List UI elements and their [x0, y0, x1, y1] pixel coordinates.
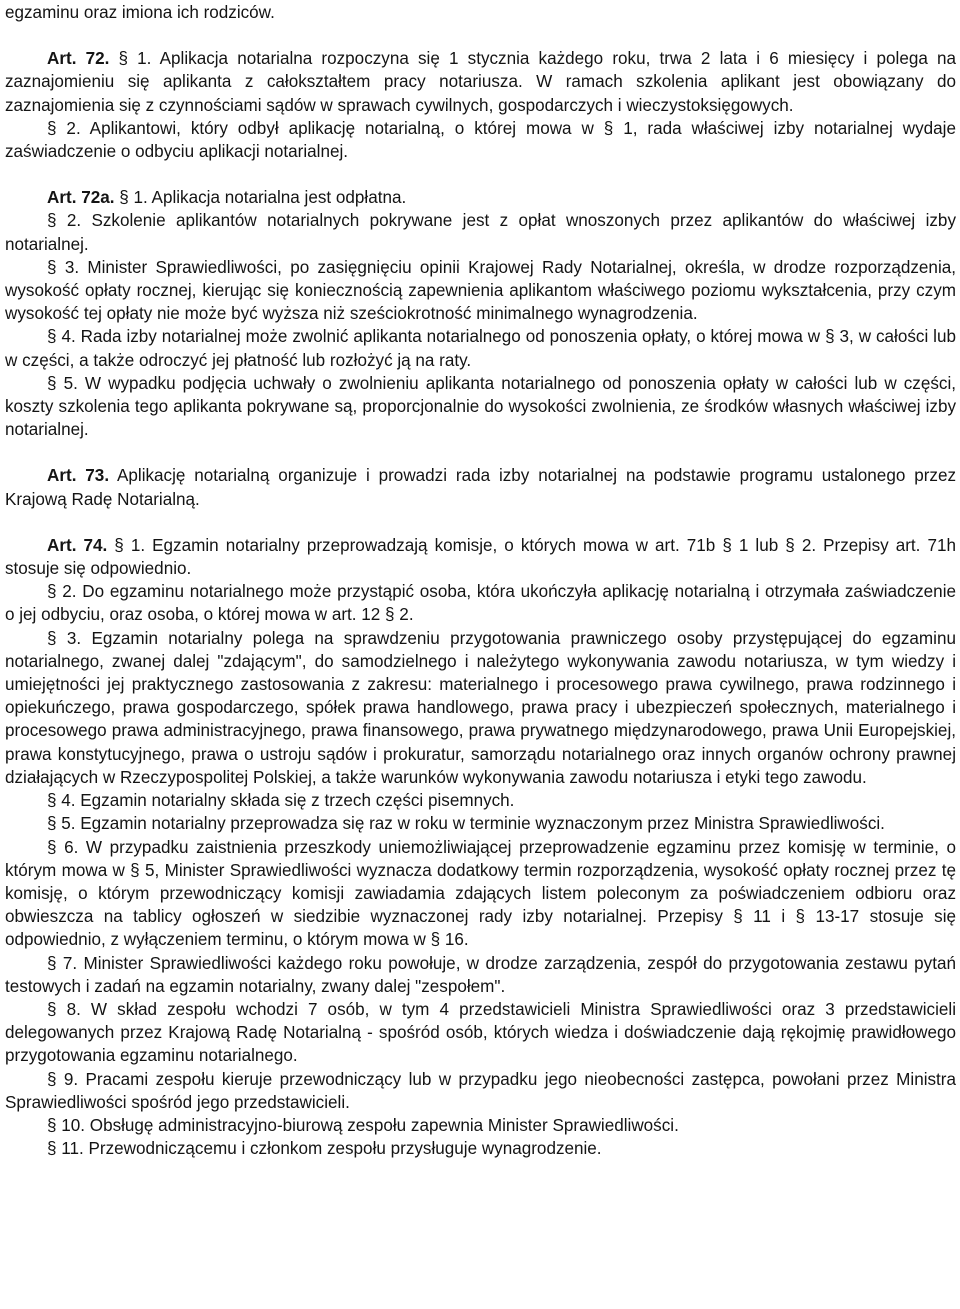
art74-par4: § 4. Egzamin notarialny składa się z trzech części pisemnych. [47, 791, 515, 811]
art72a-par2: § 2. Szkolenie aplikantów notarialnych pokrywane jest z opłat wnoszonych przez aplikantów do właściwej izby notarialnej. [5, 211, 956, 254]
art74-par5: § 5. Egzamin notarialny przeprowadza się raz w roku w terminie wyznaczonym przez Ministra Sprawiedliwości. [47, 814, 885, 834]
top-fragment: egzaminu oraz imiona ich rodziców. [5, 3, 275, 22]
art74-par1 [5, 534, 956, 580]
art73-label: Art. 73. [47, 466, 110, 486]
art72a-par1-text: § 1. Aplikacja notarialna jest odpłatna. [119, 188, 407, 208]
art74-par1-text: § 1. Egzamin notarialny przeprowadzają komisje, o których mowa w art. 71b § 1 lub § 2. Przepisy art. 71h stosuje się odpowiednio. [5, 535, 956, 579]
art74-par2: § 2. Do egzaminu notarialnego może przystąpić osoba, która ukończyła aplikację notarialną i otrzymała zaświadczenie o jej odbyciu, oraz osoba, o której mowa w art. 12 § 2. [5, 582, 956, 625]
art74-par8: § 8. W skład zespołu wchodzi 7 osób, w tym 4 przedstawicieli Ministra Sprawiedliwości oraz 3 przedstawicieli delegowanych przez Krajową Radę Notarialną - spośród osób, których wiedza i doświadczenie dają rękojmię prawidłowego przygotowania egzaminu notarialnego. [5, 999, 956, 1066]
art72a-par1 [5, 186, 956, 209]
document-page [0, 1, 960, 1309]
art72a-par5: § 5. W wypadku podjęcia uchwały o zwolnieniu aplikanta notarialnego od ponoszenia opłaty w całości lub w części, koszty szkolenia tego aplikanta pokrywane są, proporcjonalnie do wysokości zwolnienia, ze środków własnych właściwej izby notarialnej. [5, 373, 956, 440]
art74-par6: § 6. W przypadku zaistnienia przeszkody uniemożliwiającej przeprowadzenie egzaminu przez komisję w terminie, o którym mowa w § 5, Minister Sprawiedliwości wyznacza dodatkowy termin rozporządzenia, wysokość opłaty rocznej przez tę komisję, o którym przewodniczący komisji zawiadamia zdających listem poleconym za poświadczeniem odbioru oraz obwieszcza na tablicy ogłoszeń w siedzibie wyznaczonej rady izby notarialnej. Przepisy § 11 i § 13-17 stosuje się odpowiednio, z wyłączeniem terminu, o którym mowa w § 16. [5, 837, 956, 950]
art74-par11: § 11. Przewodniczącemu i członkom zespołu przysługuje wynagrodzenie. [47, 1139, 602, 1159]
art73-text: Aplikację notarialną organizuje i prowadzi rada izby notarialnej na podstawie programu ustalonego przez Krajową Radę Notarialną. [5, 466, 956, 509]
art74-par10: § 10. Obsługę administracyjno-biurową zespołu zapewnia Minister Sprawiedliwości. [47, 1115, 679, 1135]
art74-par7: § 7. Minister Sprawiedliwości każdego roku powołuje, w drodze zarządzenia, zespół do przygotowania zestawu pytań testowych i zadań na egzamin notarialny, zwany dalej "zespołem". [5, 953, 956, 996]
art74-label: Art. 74. [47, 535, 108, 555]
art72-par1-text: § 1. Aplikacja notarialna rozpoczyna się 1 stycznia każdego roku, trwa 2 lata i 6 miesięcy i polega na zaznajomieniu się aplikanta z całokształtem pracy notariusza. W ramach szkolenia aplikant jest obowiązany do zaznajomienia się z czynnościami sądów w sprawach cywilnych, gospodarczych i wieczystoksięgowych. [5, 49, 957, 115]
art72a-label: Art. 72a. [47, 188, 115, 208]
art72-label: Art. 72. [47, 49, 110, 69]
art72-par2: § 2. Aplikantowi, który odbył aplikację notarialną, o której mowa w § 1, rada właściwej izby notarialnej wydaje zaświadczenie o odbyciu aplikacji notarialnej. [5, 118, 956, 162]
art72a-par4: § 4. Rada izby notarialnej może zwolnić aplikanta notarialnego od ponoszenia opłaty, o której mowa w § 3, w całości lub w części, a także odroczyć jej płatność lub rozłożyć ją na raty. [5, 327, 956, 370]
art74-par3: § 3. Egzamin notarialny polega na sprawdzeniu przygotowania prawniczego osoby przystępującej do egzaminu notarialnego, zwanej dalej "zdającym", do samodzielnego i należytego wykonywania zawodu notariusza, w tym wiedzy i umiejętności jej praktycznego zastosowania z zakresu: materialnego i procesowego prawa cywilnego, prawa rodzinnego i opiekuńczego, prawa gospodarczego, spółek prawa handlowego, prawa pracy i ubezpieczeń społecznych, materialnego i procesowego prawa administracyjnego, prawa finansowego, prawa prywatnego międzynarodowego, prawa Unii Europejskiej, prawa konstytucyjnego, prawa o ustroju sądów i prokuratur, samorządu notarialnego oraz innych organów ochrony prawnej działających w Rzeczypospolitej Polskiej, a także warunków wykonywania zawodu notariusza i etyki tego zawodu. [5, 628, 956, 787]
art74-par9: § 9. Pracami zespołu kieruje przewodniczący lub w przypadku jego nieobecności zastępca, powołani przez Ministra Sprawiedliwości spośród jego przedstawicieli. [5, 1069, 956, 1112]
art72a-par3: § 3. Minister Sprawiedliwości, po zasięgnięciu opinii Krajowej Rady Notarialnej, określa, w drodze rozporządzenia, wysokość opłaty rocznej, kierując się koniecznością zapewnienia aplikantom właściwego poziomu wykształcenia, przy czym wysokość tej opłaty nie może być wyższa niż sześciokrotność minimalnego wynagrodzenia. [5, 257, 956, 324]
art72-par1 [5, 47, 956, 117]
art73 [5, 464, 956, 510]
